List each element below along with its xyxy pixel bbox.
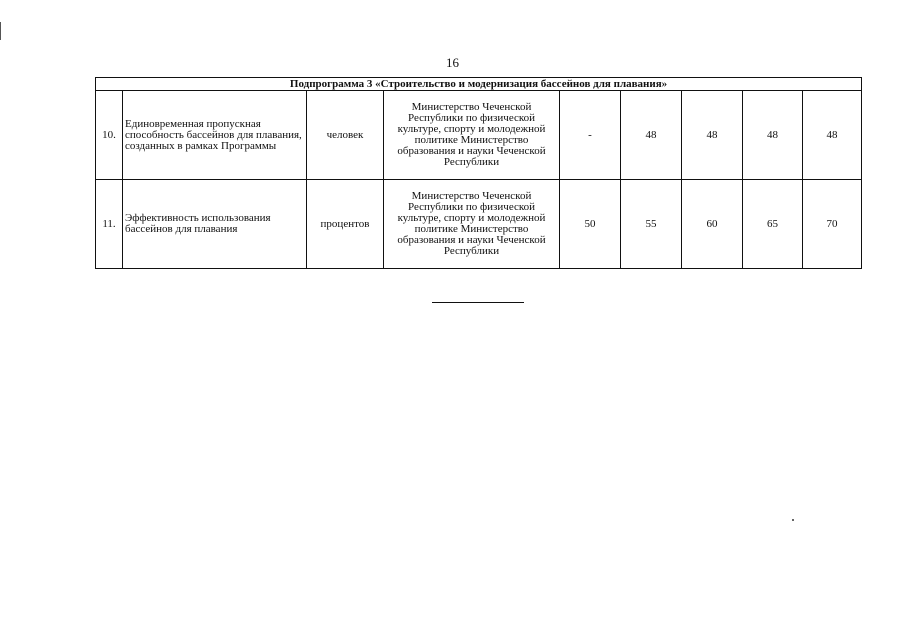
table-row xyxy=(96,180,862,269)
value-cell: 65 xyxy=(743,180,803,269)
value-cell: 55 xyxy=(621,180,682,269)
row-number: 11. xyxy=(96,180,123,269)
value-cell: 48 xyxy=(743,91,803,180)
indicator-name: Единовременная пропускная способность бассейнов для плавания, созданных в рамках Программы xyxy=(123,91,307,180)
unit-of-measure: процентов xyxy=(307,180,384,269)
value-cell: - xyxy=(560,91,621,180)
row-number: 10. xyxy=(96,91,123,180)
value-cell: 50 xyxy=(560,180,621,269)
scan-speck xyxy=(792,519,794,521)
subprogram-title: Подпрограмма 3 «Строительство и модернизация бассейнов для плавания» xyxy=(96,78,862,91)
subprogram-header-row xyxy=(96,78,862,91)
value-cell: 70 xyxy=(803,180,862,269)
scan-edge-mark xyxy=(0,22,4,40)
responsible-executors: Министерство Чеченской Республики по физической культуре, спорту и молодежной политике Министерство образования и науки Чеченской Республики xyxy=(384,91,560,180)
end-of-table-rule xyxy=(432,302,524,303)
unit-of-measure: человек xyxy=(307,91,384,180)
value-cell: 48 xyxy=(682,91,743,180)
value-cell: 60 xyxy=(682,180,743,269)
indicator-name: Эффективность использования бассейнов для плавания xyxy=(123,180,307,269)
page-number: 16 xyxy=(446,55,459,70)
indicators-table xyxy=(95,77,862,269)
table-row xyxy=(96,91,862,180)
responsible-executors: Министерство Чеченской Республики по физической культуре, спорту и молодежной политике Министерство образования и науки Чеченской Республики xyxy=(384,180,560,269)
value-cell: 48 xyxy=(621,91,682,180)
value-cell: 48 xyxy=(803,91,862,180)
